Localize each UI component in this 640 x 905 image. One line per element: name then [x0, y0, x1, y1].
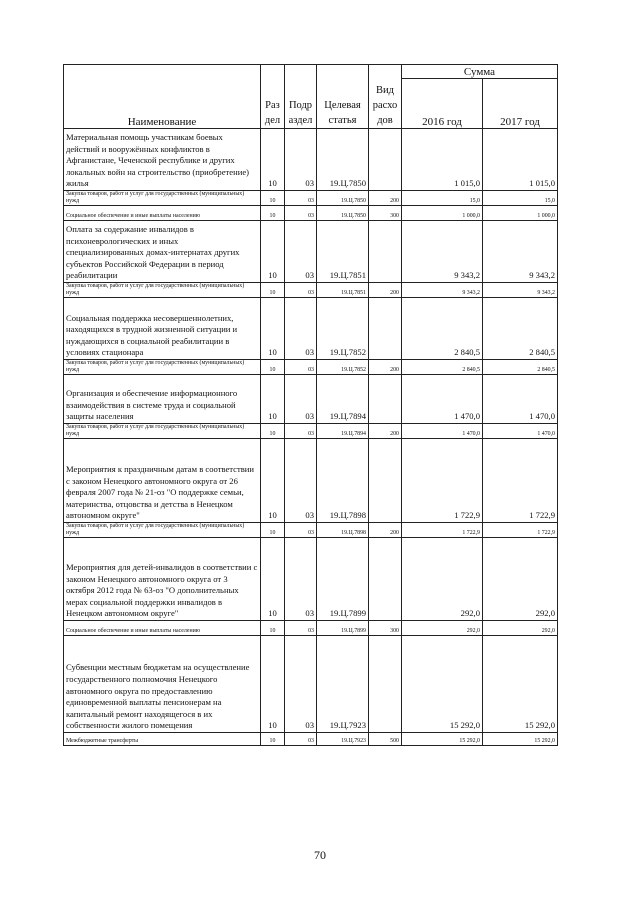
cell-vid: 200	[369, 283, 402, 298]
cell-razdel: 10	[261, 360, 285, 375]
cell-2017: 292,0	[483, 538, 558, 621]
cell-name: Закупка товаров, работ и услуг для государственных (муниципальных) нужд	[64, 424, 261, 439]
cell-2017: 1 015,0	[483, 129, 558, 191]
cell-article: 19.Ц.7899	[317, 538, 369, 621]
cell-article: 19.Ц.7894	[317, 375, 369, 424]
cell-podrazdel: 03	[285, 283, 317, 298]
cell-2016: 1 000,0	[402, 206, 483, 221]
cell-vid: 200	[369, 360, 402, 375]
cell-2017: 1 470,0	[483, 375, 558, 424]
table-row	[64, 439, 558, 523]
cell-razdel: 10	[261, 221, 285, 283]
table-subrow	[64, 424, 558, 439]
table-subrow	[64, 733, 558, 746]
cell-article: 19.Ц.7894	[317, 424, 369, 439]
table-subrow	[64, 206, 558, 221]
cell-2017: 9 343,2	[483, 221, 558, 283]
cell-podrazdel: 03	[285, 298, 317, 360]
cell-razdel: 10	[261, 298, 285, 360]
cell-razdel: 10	[261, 636, 285, 733]
cell-name: Субвенции местным бюджетам на осуществление государственного полномочия Ненецкого автономного округа по предоставлению единовременной выплаты пенсионерам на капитальный ремонт находящегося в их собственности жилого помещения	[64, 636, 261, 733]
cell-razdel: 10	[261, 733, 285, 746]
cell-name: Закупка товаров, работ и услуг для государственных (муниципальных) нужд	[64, 283, 261, 298]
cell-podrazdel: 03	[285, 360, 317, 375]
cell-article: 19.Ц.7852	[317, 360, 369, 375]
cell-razdel: 10	[261, 621, 285, 636]
cell-2016: 15 292,0	[402, 733, 483, 746]
cell-2016: 15 292,0	[402, 636, 483, 733]
cell-article: 19.Ц.7852	[317, 298, 369, 360]
cell-2017: 1 000,0	[483, 206, 558, 221]
table-row	[64, 375, 558, 424]
cell-article: 19.Ц.7851	[317, 283, 369, 298]
cell-2016: 9 343,2	[402, 221, 483, 283]
cell-2017: 1 722,9	[483, 523, 558, 538]
cell-vid: 500	[369, 733, 402, 746]
cell-article: 19.Ц.7850	[317, 129, 369, 191]
cell-name: Мероприятия к праздничным датам в соответствии с законом Ненецкого автономного округа от 26 февраля 2007 года № 21-оз "О поддержке семьи, материнства, отцовства и детства в Ненецком автономном округе"	[64, 439, 261, 523]
cell-2017: 15 292,0	[483, 636, 558, 733]
cell-2017: 15 292,0	[483, 733, 558, 746]
budget-table	[63, 64, 558, 746]
cell-name: Социальная поддержка несовершеннолетних, находящихся в трудной жизненной ситуации и нуждающихся в социальной реабилитации в условиях стационара	[64, 298, 261, 360]
header-name: Наименование	[64, 65, 261, 129]
cell-vid	[369, 298, 402, 360]
cell-article: 19.Ц.7898	[317, 439, 369, 523]
table-row	[64, 636, 558, 733]
cell-2017: 1 470,0	[483, 424, 558, 439]
cell-2017: 15,0	[483, 191, 558, 206]
cell-razdel: 10	[261, 424, 285, 439]
cell-podrazdel: 03	[285, 221, 317, 283]
header-sum: Сумма	[402, 65, 558, 79]
table-row	[64, 538, 558, 621]
cell-razdel: 10	[261, 283, 285, 298]
header-row-top	[64, 65, 558, 79]
cell-name: Межбюджетные трансферты	[64, 733, 261, 746]
cell-article: 19.Ц.7850	[317, 206, 369, 221]
header-podrazdel: Подр аздел	[285, 65, 317, 129]
cell-article: 19.Ц.7898	[317, 523, 369, 538]
cell-name: Закупка товаров, работ и услуг для государственных (муниципальных) нужд	[64, 191, 261, 206]
cell-2016: 2 840,5	[402, 298, 483, 360]
header-razdel: Раз дел	[261, 65, 285, 129]
cell-razdel: 10	[261, 538, 285, 621]
cell-2017: 1 722,9	[483, 439, 558, 523]
cell-article: 19.Ц.7899	[317, 621, 369, 636]
cell-name: Закупка товаров, работ и услуг для государственных (муниципальных) нужд	[64, 360, 261, 375]
cell-podrazdel: 03	[285, 191, 317, 206]
cell-2016: 1 470,0	[402, 424, 483, 439]
cell-podrazdel: 03	[285, 621, 317, 636]
cell-podrazdel: 03	[285, 375, 317, 424]
table-subrow	[64, 523, 558, 538]
cell-vid	[369, 221, 402, 283]
cell-name: Закупка товаров, работ и услуг для государственных (муниципальных) нужд	[64, 523, 261, 538]
cell-razdel: 10	[261, 191, 285, 206]
cell-razdel: 10	[261, 439, 285, 523]
cell-2016: 292,0	[402, 538, 483, 621]
table-subrow	[64, 360, 558, 375]
cell-vid	[369, 636, 402, 733]
cell-2016: 1 015,0	[402, 129, 483, 191]
cell-article: 19.Ц.7923	[317, 733, 369, 746]
cell-name: Материальная помощь участникам боевых действий и вооружённых конфликтов в Афганистане, Чеченской республике и других локальных войн на строительство (приобретение) жилья	[64, 129, 261, 191]
cell-2016: 1 722,9	[402, 523, 483, 538]
cell-vid: 200	[369, 424, 402, 439]
cell-podrazdel: 03	[285, 636, 317, 733]
header-article: Целевая статья	[317, 65, 369, 129]
cell-podrazdel: 03	[285, 538, 317, 621]
table-row	[64, 221, 558, 283]
cell-razdel: 10	[261, 206, 285, 221]
cell-vid: 200	[369, 523, 402, 538]
cell-podrazdel: 03	[285, 733, 317, 746]
table-row	[64, 129, 558, 191]
cell-name: Организация и обеспечение информационного взаимодействия в системе труда и социальной защиты населения	[64, 375, 261, 424]
cell-2017: 2 840,5	[483, 360, 558, 375]
cell-razdel: 10	[261, 129, 285, 191]
table-row	[64, 298, 558, 360]
cell-article: 19.Ц.7850	[317, 191, 369, 206]
cell-2017: 292,0	[483, 621, 558, 636]
cell-2016: 1 470,0	[402, 375, 483, 424]
cell-podrazdel: 03	[285, 439, 317, 523]
cell-vid	[369, 538, 402, 621]
cell-razdel: 10	[261, 375, 285, 424]
page-number: 70	[314, 848, 326, 862]
cell-podrazdel: 03	[285, 206, 317, 221]
cell-2016: 1 722,9	[402, 439, 483, 523]
cell-article: 19.Ц.7851	[317, 221, 369, 283]
cell-vid	[369, 375, 402, 424]
cell-vid	[369, 129, 402, 191]
cell-name: Социальное обеспечение и иные выплаты населению	[64, 206, 261, 221]
cell-name: Оплата за содержание инвалидов в психоневрологических и иных специализированных домах-интернатах других субъектов Российской Федерации в период реабилитации	[64, 221, 261, 283]
cell-2017: 9 343,2	[483, 283, 558, 298]
cell-name: Мероприятия для детей-инвалидов в соответствии с законом Ненецкого автономного округа от 3 октября 2012 года № 63-оз "О дополнительных мерах социальной поддержки инвалидов в Ненецком автономном округе"	[64, 538, 261, 621]
cell-vid	[369, 439, 402, 523]
cell-name: Социальное обеспечение и иные выплаты населению	[64, 621, 261, 636]
table-subrow	[64, 191, 558, 206]
cell-2017: 2 840,5	[483, 298, 558, 360]
cell-2016: 292,0	[402, 621, 483, 636]
cell-article: 19.Ц.7923	[317, 636, 369, 733]
cell-vid: 200	[369, 191, 402, 206]
table-body	[64, 129, 558, 746]
cell-2016: 9 343,2	[402, 283, 483, 298]
header-year-2016: 2016 год	[402, 79, 483, 129]
cell-vid: 300	[369, 621, 402, 636]
table-subrow	[64, 283, 558, 298]
table-subrow	[64, 621, 558, 636]
header-vid: Вид расхо дов	[369, 65, 402, 129]
cell-2016: 15,0	[402, 191, 483, 206]
header-year-2017: 2017 год	[483, 79, 558, 129]
cell-vid: 300	[369, 206, 402, 221]
cell-podrazdel: 03	[285, 129, 317, 191]
cell-podrazdel: 03	[285, 523, 317, 538]
cell-razdel: 10	[261, 523, 285, 538]
cell-podrazdel: 03	[285, 424, 317, 439]
cell-2016: 2 840,5	[402, 360, 483, 375]
